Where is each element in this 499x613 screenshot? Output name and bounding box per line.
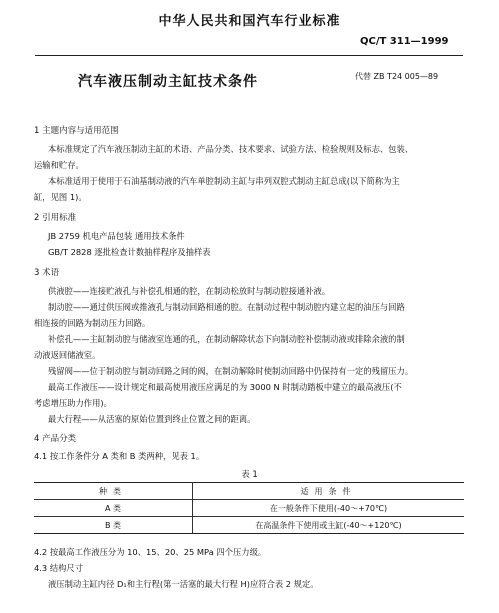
- section-heading: 4 产品分类: [34, 434, 77, 444]
- section-heading: 2 引用标准: [34, 213, 77, 223]
- term-line: 补偿孔——主缸制动腔与储液室连通的孔，在制动解除状态下向制动腔补偿制动液或排除余液的制: [48, 334, 405, 344]
- table-header-cell: 种类: [34, 483, 193, 500]
- table-cell: 在高温条件下使用或主缸(-40～+120℃): [193, 517, 465, 534]
- table-row: [34, 517, 464, 534]
- classification-table: [34, 482, 464, 534]
- table-cell: A 类: [34, 500, 193, 517]
- top-rule: [35, 55, 463, 56]
- term-line: 考虑增压助力作用)。: [34, 398, 112, 408]
- term-line: 制动腔——通过供压阀或推液孔与制动回路相通的腔。在制动过程中制动腔内建立起的油压与回路: [48, 302, 405, 312]
- table-title: 表 1: [241, 470, 258, 480]
- header-title: 中华人民共和国汽车行业标准: [158, 14, 341, 29]
- table-header-cell: 适用条件: [193, 483, 465, 500]
- document-title: 汽车液压制动主缸技术条件: [78, 74, 258, 90]
- paragraph-line: 本标准适用于使用于石油基制动液的汽车单腔制动主缸与串列双腔式制动主缸总成(以下简称为主: [48, 176, 400, 186]
- term-line: 残留阀——位于制动腔与制动回路之间的阀，在制动解除时使制动回路中仍保持有一定的残留压力。: [48, 366, 414, 376]
- clause-line: 液压制动主缸内径 D₁和主行程(第一活塞的最大行程 H)应符合表 2 规定。: [48, 579, 319, 589]
- term-line: 供液腔——连接贮液孔与补偿孔相通的腔，在制动松放时与制动腔接通补液。: [48, 286, 331, 296]
- clause-line: 4.3 结构尺寸: [34, 563, 84, 573]
- term-line: 动液返回储液室。: [34, 350, 101, 360]
- term-line: 最高工作液压——设计规定和最高使用液压应满足的为 3000 N 时制动踏板中建立的最高液压(不: [48, 382, 402, 392]
- replaces-note: 代替 ZB T24 005—89: [355, 72, 439, 81]
- clause-line: 4.1 按工作条件分 A 类和 B 类两种，见表 1。: [34, 451, 205, 461]
- paragraph-line: 运输和贮存。: [34, 160, 84, 170]
- table-cell: 在一般条件下使用(-40～+70℃): [193, 500, 465, 517]
- table-header-row: [34, 483, 464, 500]
- clause-line: 4.2 按最高工作液压分为 10、15、20、25 MPa 四个压力级。: [34, 547, 267, 557]
- reference-line: JB 2759 机电产品包装 通用技术条件: [48, 231, 185, 241]
- section-heading: 3 术语: [34, 268, 60, 278]
- section-heading: 1 主题内容与适用范围: [34, 126, 119, 136]
- standard-number: QC/T 311—1999: [360, 36, 449, 47]
- term-line: 相连接的回路为制动压力回路。: [34, 318, 151, 328]
- paragraph-line: 缸，见图 1)。: [34, 192, 87, 202]
- table-cell: B 类: [34, 517, 193, 534]
- paragraph-line: 本标准规定了汽车液压制动主缸的术语、产品分类、技术要求、试验方法、检验规则及标志、包装、: [48, 144, 414, 154]
- term-line: 最大行程——从活塞的原始位置到终止位置之间的距离。: [48, 414, 256, 424]
- table-row: [34, 500, 464, 517]
- reference-line: GB/T 2828 逐批检查计数抽样程序及抽样表: [48, 247, 211, 257]
